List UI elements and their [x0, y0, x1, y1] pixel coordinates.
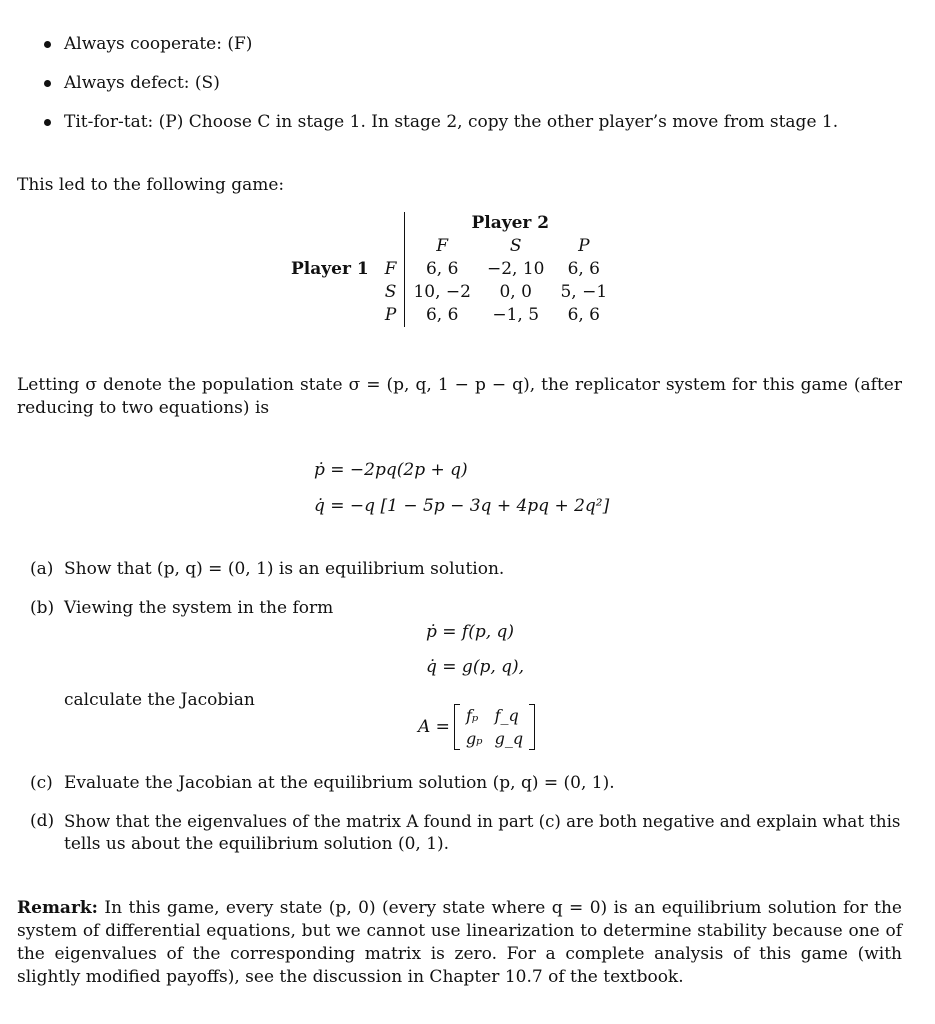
col-header: P — [578, 236, 590, 256]
part-b-text: Viewing the system in the form — [64, 598, 334, 618]
part-d-text-line1: Show that the eigenvalues of the matrix A found in part (c) are both negative and explain what this — [64, 812, 901, 831]
part-d-text-line2: tells us about the equilibrium solution (0, 1). — [64, 834, 450, 854]
remark-label: Remark: — [17, 898, 98, 918]
part-b-calc: calculate the Jacobian — [64, 690, 255, 710]
matrix-cell: gₚ — [465, 729, 483, 748]
remark-paragraph — [17, 897, 902, 989]
table-row — [283, 258, 615, 281]
matrix-bracket — [454, 704, 535, 750]
remark-text: In this game, every state (p, 0) (every state where q = 0) is an equilibrium solution for the system of differential equations, but we cannot use linearization to determine stability because one of the eigenvalues of the corresponding matrix is zero. For a complete analysis of this game (with slightly modified payoffs), see the discussion in Chapter 10.7 of the textbook. — [17, 898, 902, 987]
bullet-dot — [44, 41, 51, 48]
table-cell: 6, 6 — [567, 305, 601, 325]
payoff-table — [283, 212, 615, 327]
equation-q-dot: q̇ = −q [1 − 5p − 3q + 4pq + 2q²] — [314, 496, 610, 516]
part-a-label: (a) — [30, 559, 54, 579]
part-c-label: (c) — [30, 773, 53, 793]
player1-label: Player 1 — [291, 259, 369, 279]
matrix-cell: f_q — [494, 706, 519, 725]
table-row — [283, 281, 615, 304]
matrix-cell: fₚ — [465, 706, 479, 725]
bullet-dot — [44, 80, 51, 87]
table-cell: 6, 6 — [425, 259, 459, 279]
row-label: P — [377, 304, 405, 327]
table-cell: 0, 0 — [499, 282, 532, 302]
jacobian-matrix — [418, 704, 535, 750]
table-cell: 10, −2 — [413, 282, 471, 302]
part-d-label: (d) — [30, 811, 55, 831]
letting-paragraph: Letting σ denote the population state σ = (p, q, 1 − p − q), the replicator system for this game (after reducing to two equations) is — [17, 375, 902, 418]
bullet-always-defect: Always defect: (S) — [64, 73, 220, 93]
equation-p-dot: ṗ = −2pq(2p + q) — [314, 460, 468, 480]
table-cell: 6, 6 — [425, 305, 459, 325]
col-header: F — [436, 236, 449, 256]
bullet-tit-for-tat: Tit-for-tat: (P) Choose C in stage 1. In stage 2, copy the other player’s move from stage 1. — [64, 112, 839, 132]
bullet-always-cooperate: Always cooperate: (F) — [64, 34, 253, 54]
part-b-label: (b) — [30, 598, 55, 618]
part-c-text: Evaluate the Jacobian at the equilibrium solution (p, q) = (0, 1). — [64, 773, 615, 793]
table-cell: −2, 10 — [486, 259, 545, 279]
matrix-cell: g_q — [494, 729, 524, 748]
table-row — [283, 304, 615, 327]
table-cell: 5, −1 — [560, 282, 608, 302]
part-b-eq1: ṗ = f(p, q) — [426, 622, 515, 642]
intro-text: This led to the following game: — [17, 175, 285, 195]
player2-label: Player 2 — [471, 213, 550, 233]
part-b-eq2: q̇ = g(p, q), — [426, 657, 525, 677]
bullet-dot — [44, 119, 51, 126]
col-header: S — [509, 236, 522, 256]
matrix-lhs: A = — [418, 716, 450, 737]
part-a-text: Show that (p, q) = (0, 1) is an equilibrium solution. — [64, 559, 505, 579]
row-label: F — [377, 258, 405, 281]
table-cell: 6, 6 — [567, 259, 601, 279]
table-cell: −1, 5 — [492, 305, 540, 325]
row-label: S — [377, 281, 405, 304]
